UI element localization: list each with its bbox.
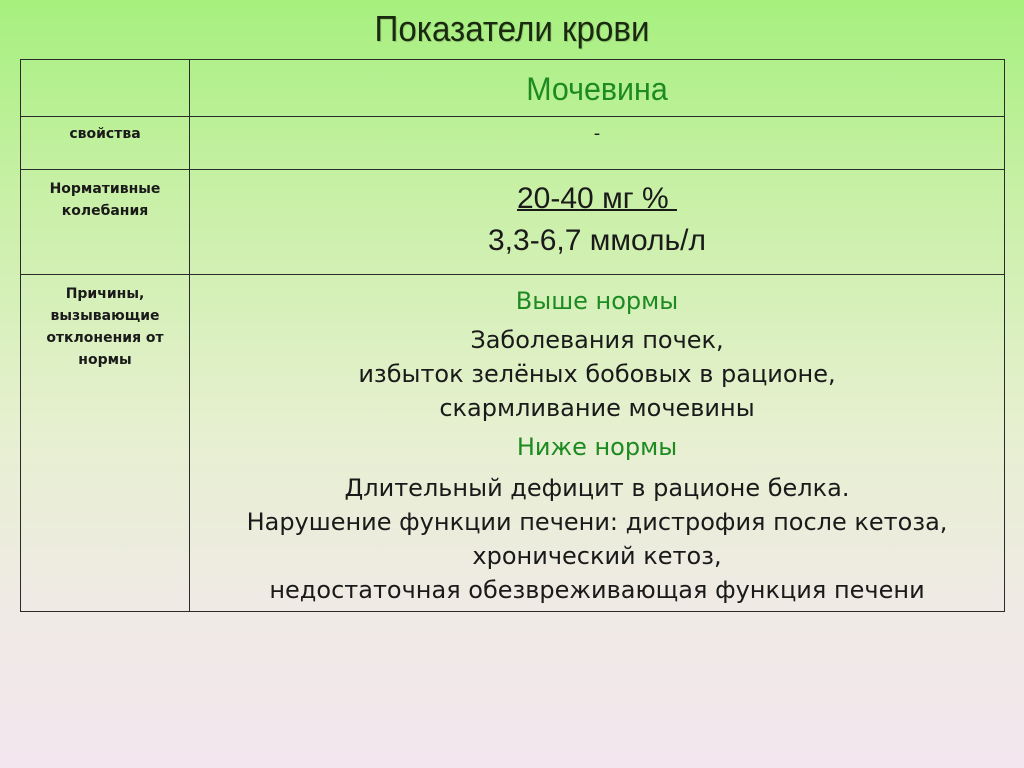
row-label-causes [21, 275, 189, 371]
row-label-cell [21, 170, 190, 275]
row-label-norm [21, 170, 189, 222]
row-label-line: вызывающие [50, 308, 160, 324]
page-title: Показатели крови [374, 8, 650, 49]
table-header-row [21, 60, 1005, 117]
norm-mg-percent: 20-40 мг % [517, 182, 677, 215]
header-urea-cell [190, 60, 1005, 117]
row-value-cell [190, 117, 1005, 170]
row-label-line: Нормативные [49, 181, 161, 197]
row-label-cell [21, 275, 190, 612]
row-value-cell [190, 170, 1005, 275]
cause-line: хронический кетоз, [472, 542, 722, 570]
row-label-line: Причины, [65, 286, 145, 302]
cause-line: недостаточная обезвреживающая функция печени [269, 576, 925, 604]
column-heading-urea: Мочевина [526, 71, 668, 107]
row-label-line: нормы [78, 352, 132, 368]
row-label-line: отклонения от [46, 330, 164, 346]
row-label-line: колебания [61, 203, 149, 219]
row-label-properties: свойства [69, 126, 141, 142]
above-norm-causes [190, 317, 1004, 425]
cause-line: скармливание мочевины [439, 394, 755, 422]
cause-line: Длительный дефицит в рационе белка. [344, 474, 850, 502]
norm-mmol: 3,3-6,7 ммоль/л [488, 224, 706, 257]
header-empty-cell [21, 60, 190, 117]
blood-indicators-table [20, 59, 1005, 612]
properties-value: - [593, 123, 601, 144]
table-row-norm [21, 170, 1005, 275]
above-norm-heading: Выше нормы [515, 287, 679, 315]
table-row-properties [21, 117, 1005, 170]
cause-line: Заболевания почек, [470, 326, 724, 354]
below-norm-heading: Ниже нормы [516, 433, 678, 461]
below-norm-causes [190, 463, 1004, 607]
row-label-cell [21, 117, 190, 170]
cause-line: избыток зелёных бобовых в рационе, [358, 360, 836, 388]
cause-line: Нарушение функции печени: дистрофия после кетоза, [246, 508, 948, 536]
table-row-causes [21, 275, 1005, 612]
row-value-cell [190, 275, 1005, 612]
